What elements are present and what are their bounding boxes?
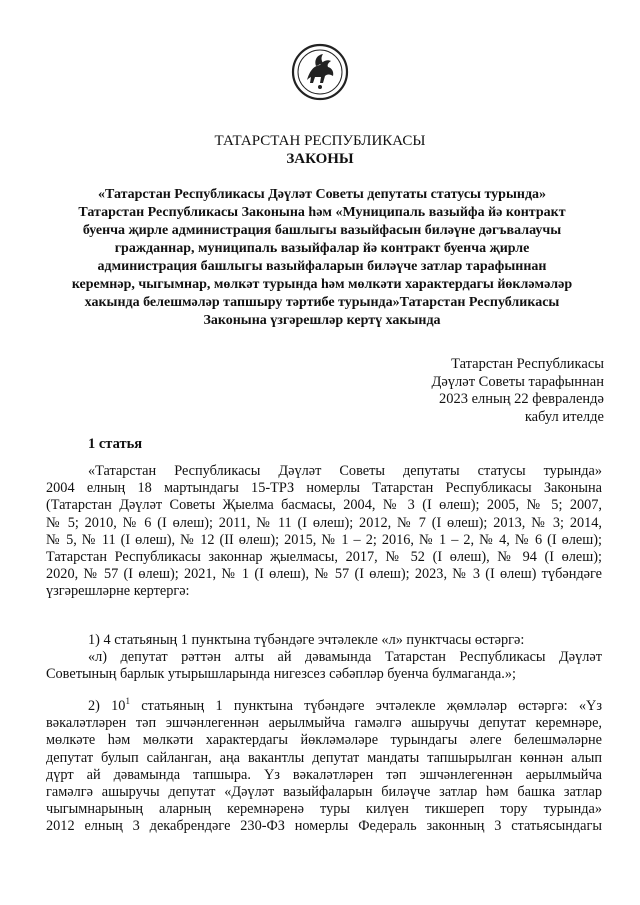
text-line: 2012 елның 3 декабрендәге 230-ФЗ номерлы Федераль законның 3 статьясындагы [46,818,602,835]
document-header [0,132,640,168]
paragraph-item-2 [46,698,602,836]
superscript: 1 [125,696,130,707]
title-line: администрация башлыгы вазыйфаларын биләүче затлар тарафыннан [97,259,547,274]
text-line: мөлкәте һәм мөлкәти характердагы йөкләмәләре турындагы әлеге белешмәләрне [46,732,602,749]
title-line: керемнәр, чыгымнар, мөлкәт турында һәм мөлкәти характердагы йөкләмәләр [71,277,573,292]
text-line: вәкаләтләрен тәп эшчәнлегеннән аерылмыйча гамәлгә ашыручы депутат керемнәре, [46,715,602,732]
text-line: «Татарстан Республикасы Дәүләт Советы депутаты статусы турында» [88,463,602,479]
text-line: чыгымнарының аларның керемнәренә туры килүен тикшереп тору турында» [46,801,602,818]
paragraph-item-1 [46,632,602,684]
republic-name: ТАТАРСТАН РЕСПУБЛИКАСЫ [214,133,426,149]
text-line [46,698,602,715]
paragraph-intro [46,463,602,601]
article-heading: 1 статья [88,436,143,452]
text-line: Советының барлык утырышларында нигезсез сәбәпләр буенча булмаганда.»; [46,666,516,683]
text-line: № 5, № 11 (I өлеш), № 12 (II өлеш); 2015, № 1 – 2; 2016, № 1 – 2, № 4, № 6 (I өлеш); [46,531,602,548]
text-line: депутат булып сайланган, аңа вакантлы депутат мандаты тапшырылган көннән алып [46,749,602,766]
law-title [44,186,600,330]
item-number: 2) 10 [88,698,126,714]
text-line: № 5; 2010, № 6 (I өлеш); 2011, № 11 (I өлеш); 2012, № 7 (I өлеш); 2013, № 3; 2014, [46,514,602,531]
text-line: 1) 4 статьяның 1 пунктына түбәндәге эчтәлекле «л» пунктчасы өстәргә: [88,632,525,648]
text-line: гамәлгә ашыручы депутат «Дәүләт вазыйфаларын биләүче затлар һәм башка затлар [46,784,602,801]
title-line: «Татарстан Республикасы Дәүләт Советы депутаты статусы турында» [97,187,547,202]
text-line: Татарстан Республикасы законнар җыелмасы, 2017, № 52 (I өлеш), № 94 (I өлеш); [46,549,602,566]
text-line: (Татарстан Дәүләт Советы Җыелма басмасы, 2004, № 3 (I өлеш); 2005, № 5; 2007, [46,497,602,514]
adoption-line: Татарстан Республикасы [451,356,604,372]
text-line: «л) депутат рәттән алты ай дәвамында Татарстан Республикасы Дәүләт [88,649,602,666]
line-rest: статьяның 1 пунктына түбәндәге эчтәлекле җөмләләр өстәргә: «Үз [129,698,603,714]
tatarstan-emblem-icon [290,42,350,102]
title-line: гражданнар, муниципаль вазыйфалар йә контракт буенча җирле [114,241,530,256]
title-line: буенча җирле администрация башлыгы вазыйфасын биләүне дәгъвалаучы [82,223,562,238]
law-label: ЗАКОНЫ [286,151,354,167]
title-line: Татарстан Республикасы Законына һәм «Муниципаль вазыйфа йә контракт [78,205,566,220]
text-line: үзгәрешләрне кертергә: [46,583,190,600]
adoption-line: Дәүләт Советы тарафыннан [431,373,604,390]
title-line: хакында белешмәләр тапшыру тәртибе турында»Татарстан Республикасы [84,295,560,310]
adoption-line: 2023 елның 22 февралендә [438,391,604,407]
text-line: дүрт ай дәвамында тапшыра. Үз вәкаләтләрен тәп эшчәнлегеннән аерылмыйча [46,766,602,783]
text-line: 2004 елның 18 мартындагы 15-ТРЗ номерлы Татарстан Республикасы Законына [46,480,602,497]
adoption-line: кабул ителде [524,408,604,425]
text-line: 2020, № 57 (I өлеш); 2021, № 1 (I өлеш), № 57 (I өлеш); 2023, № 3 (I өлеш) түбәндәге [46,566,602,583]
title-line: Законына үзгәрешләр кертү хакында [203,313,441,328]
adoption-note [431,356,604,426]
